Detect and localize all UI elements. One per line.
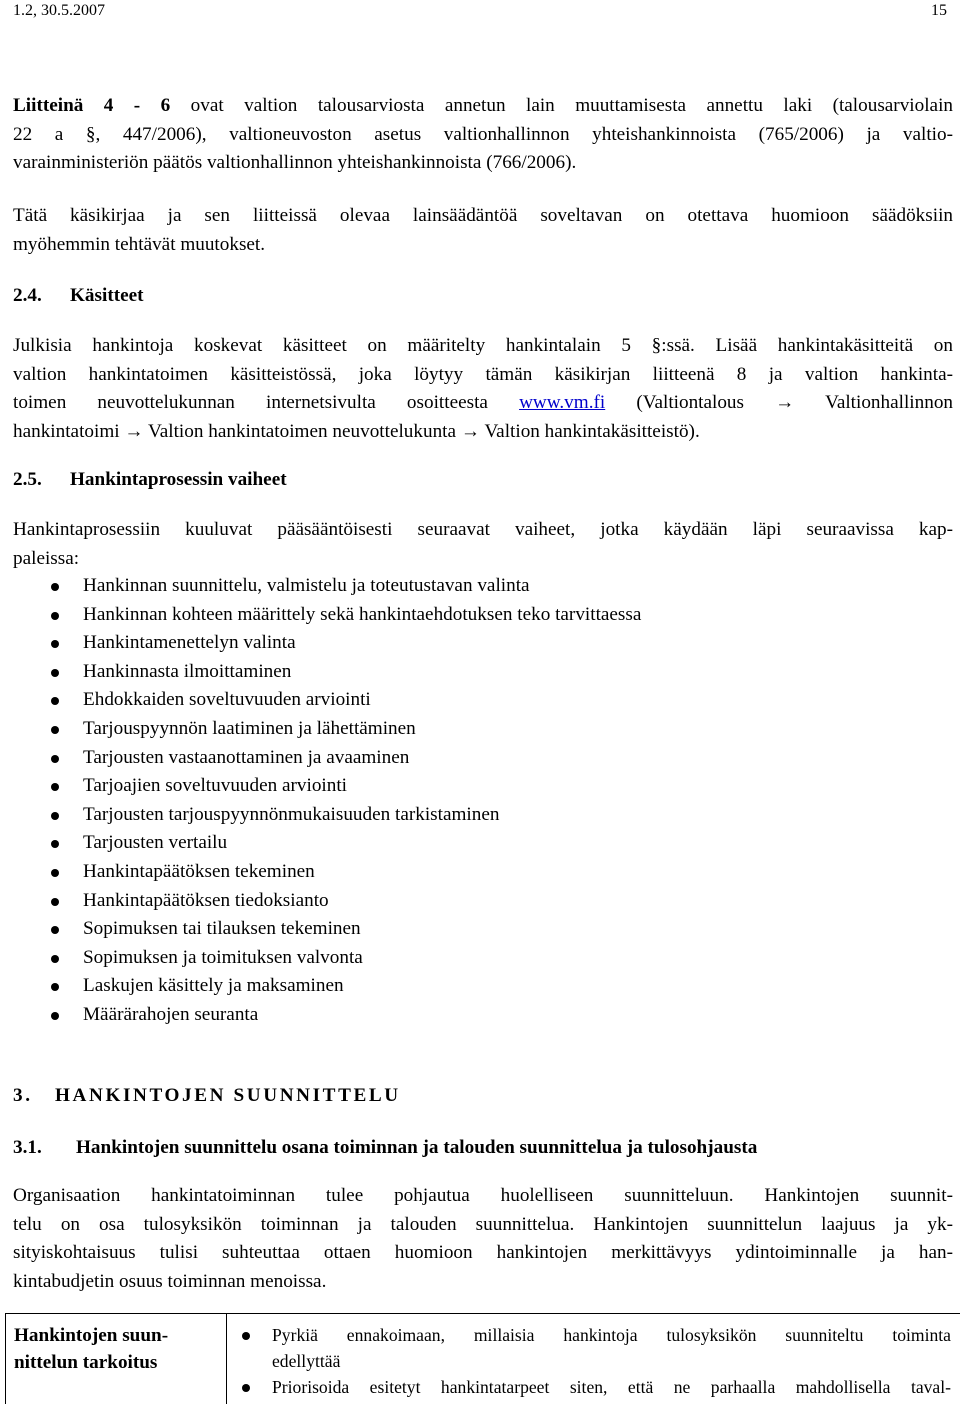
bullet-icon bbox=[51, 898, 59, 906]
list-item: Hankintamenettelyn valinta bbox=[13, 629, 953, 658]
heading-3-title: HANKINTOJEN SUUNNITTELU bbox=[55, 1085, 401, 1106]
list-item: Sopimuksen ja toimituksen valvonta bbox=[13, 944, 953, 973]
paragraph-changes-note: Tätä käsikirjaa ja sen liitteissä olevaa lainsäädäntöä soveltavan on otettava huomioon säädöksiin myöhemmin tehtävät muutokset. bbox=[13, 205, 953, 255]
bullet-icon bbox=[51, 840, 59, 848]
bullet-icon bbox=[51, 640, 59, 648]
list-item: Hankinnasta ilmoittaminen bbox=[13, 658, 953, 687]
bullet-icon bbox=[51, 926, 59, 934]
bullet-icon bbox=[51, 983, 59, 991]
list-item: Sopimuksen tai tilauksen tekeminen bbox=[13, 915, 953, 944]
list-item: Pyrkiä ennakoimaan, millaisia hankintoja tulosyksikön suunniteltu toiminta edellyttää bbox=[232, 1322, 951, 1374]
header-date: 1.2, 30.5.2007 bbox=[13, 2, 105, 19]
list-item: Hankinnan suunnittelu, valmistelu ja toteutustavan valinta bbox=[13, 572, 953, 601]
heading-3-1-title: Hankintojen suunnittelu osana toiminnan ja talouden suunnittelua ja tulosohjausta bbox=[76, 1137, 758, 1158]
page-number: 15 bbox=[931, 2, 947, 19]
bullet-icon bbox=[51, 783, 59, 791]
bullet-icon bbox=[51, 669, 59, 677]
list-item: Hankintapäätöksen tekeminen bbox=[13, 858, 953, 887]
list-item: Hankintapäätöksen tiedoksianto bbox=[13, 887, 953, 916]
paragraph-process-intro: Hankintaprosessiin kuuluvat pääsääntöisesti seuraavat vaiheet, jotka käydään läpi seuraavissa kap- paleissa: bbox=[13, 519, 953, 569]
bullet-icon bbox=[51, 812, 59, 820]
list-item: Tarjoajien soveltuvuuden arviointi bbox=[13, 772, 953, 801]
purpose-table bbox=[5, 1313, 960, 1404]
list-item: Tarjouspyynnön laatiminen ja lähettäminen bbox=[13, 715, 953, 744]
list-item: Ehdokkaiden soveltuvuuden arviointi bbox=[13, 686, 953, 715]
list-item: Määrärahojen seuranta bbox=[13, 1001, 953, 1030]
list-item: Tarjousten vertailu bbox=[13, 829, 953, 858]
bullet-icon bbox=[51, 1012, 59, 1020]
bullet-icon bbox=[242, 1384, 250, 1392]
paragraph-concepts: Julkisia hankintoja koskevat käsitteet on määritelty hankintalain 5 §:ssä. Lisää hankintakäsitteitä on valtion hankintatoimen käsitteistössä, joka löytyy tämän käsikirjan liitteenä 8 ja valtion hankinta- toimen neuvottelukunnan internetsivulta osoitteesta www.vm.fi (Valtiontalous → Valtionhallinnon hankintatoimi → Valtion hankintatoimen neuvottelukunta → Valtion hankintakäsitteistö). bbox=[13, 335, 954, 442]
heading-3: 3. HANKINTOJEN SUUNNITTELU bbox=[13, 1085, 401, 1106]
heading-2-5: 2.5. Hankintaprosessin vaiheet bbox=[13, 469, 287, 490]
purpose-label: Hankintojen suun- nittelun tarkoitus bbox=[14, 1325, 169, 1373]
heading-2-5-title: Hankintaprosessin vaiheet bbox=[70, 469, 287, 490]
bullet-icon bbox=[51, 612, 59, 620]
list-item: Tarjousten vastaanottaminen ja avaaminen bbox=[13, 744, 953, 773]
heading-2-4: 2.4. Käsitteet bbox=[13, 285, 144, 306]
bullet-icon bbox=[51, 869, 59, 877]
bullet-icon bbox=[51, 726, 59, 734]
purpose-list bbox=[232, 1322, 951, 1400]
list-item: Priorisoida esitetyt hankintatarpeet siten, että ne parhaalla mahdollisella taval- bbox=[232, 1374, 951, 1400]
page-header bbox=[13, 0, 947, 22]
bullet-icon bbox=[242, 1332, 250, 1340]
table-divider bbox=[226, 1314, 227, 1404]
list-item: Tarjousten tarjouspyynnönmukaisuuden tarkistaminen bbox=[13, 801, 953, 830]
list-item: Hankinnan kohteen määrittely sekä hankintaehdotuksen teko tarvittaessa bbox=[13, 601, 953, 630]
heading-2-4-title: Käsitteet bbox=[70, 285, 144, 306]
list-item: Laskujen käsittely ja maksaminen bbox=[13, 972, 953, 1001]
attachments-lead: Liitteinä 4 - 6 bbox=[13, 95, 171, 116]
heading-3-1: 3.1. Hankintojen suunnittelu osana toiminnan ja talouden suunnittelua ja tulosohjausta bbox=[13, 1137, 758, 1158]
bullet-icon bbox=[51, 583, 59, 591]
vm-fi-link[interactable]: www.vm.fi bbox=[519, 392, 606, 413]
bullet-icon bbox=[51, 755, 59, 763]
bullet-icon bbox=[51, 697, 59, 705]
process-steps-list bbox=[13, 572, 953, 1030]
bullet-icon bbox=[51, 955, 59, 963]
paragraph-planning: Organisaation hankintatoiminnan tulee pohjautua huolelliseen suunnitteluun. Hankintojen suunnit- telu on osa tulosyksikön toiminnan ja talouden suunnittelua. Hankintojen suunnittelun laajuus ja yk- sityiskohtaisuus tulisi suhteuttaa ottaen huomioon hankintojen merkittävyys ydintoiminnalle ja han- kintabudjetin osuus toiminnan menoissa. bbox=[13, 1185, 953, 1292]
paragraph-attachments: Liitteinä 4 - 6 ovat valtion talousarviosta annetun lain muuttamisesta annettu laki (talousarviolain 22 a §, 447/2006), valtioneuvoston asetus valtionhallinnon yhteishankinnoista (765/2006) ja valtio- varainministeriön päätös valtionhallinnon yhteishankinnoista (766/2006). bbox=[13, 95, 953, 173]
